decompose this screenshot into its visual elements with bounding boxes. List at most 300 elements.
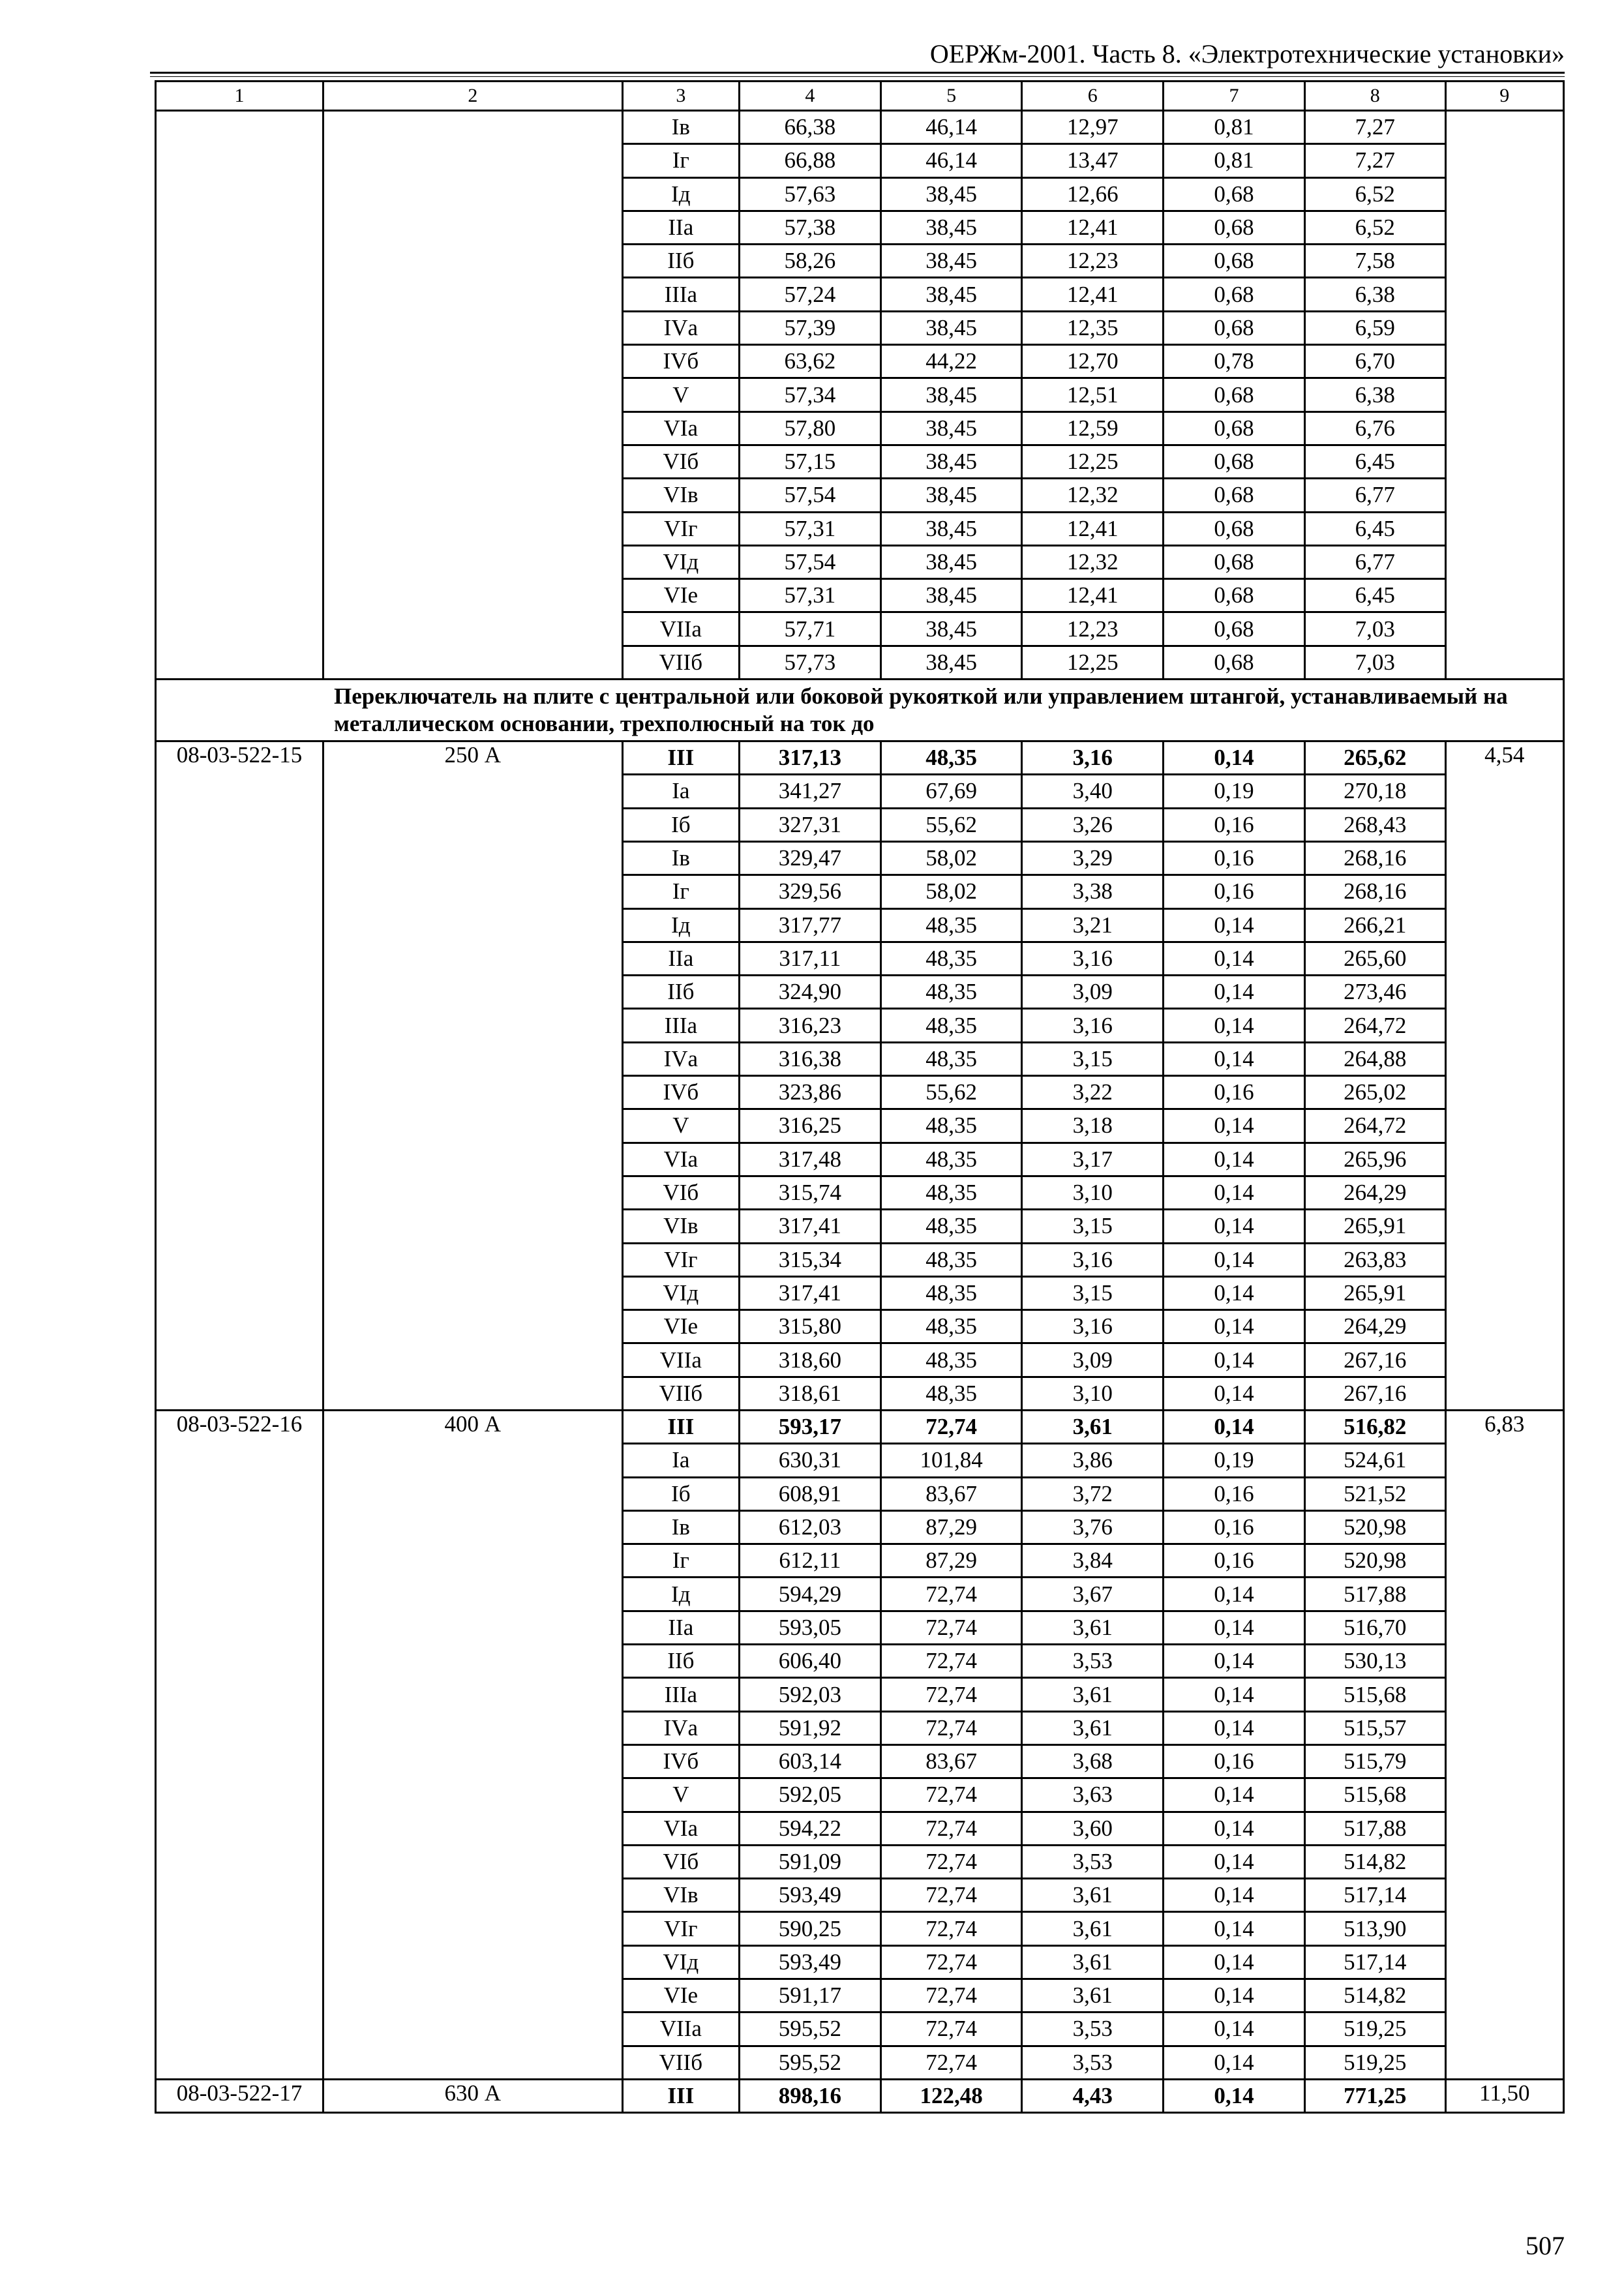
value-cell: 38,45 xyxy=(880,512,1022,545)
value-cell: 265,96 xyxy=(1304,1143,1445,1176)
value-cell: 12,41 xyxy=(1022,512,1164,545)
value-cell: 12,41 xyxy=(1022,278,1164,311)
value-cell: 72,74 xyxy=(880,1578,1022,1611)
value-cell: 72,74 xyxy=(880,1645,1022,1678)
value-cell: 0,19 xyxy=(1164,775,1305,808)
value-cell: 7,58 xyxy=(1304,245,1445,278)
value-cell: 0,14 xyxy=(1164,1578,1305,1611)
value-cell: 3,61 xyxy=(1022,1611,1164,1644)
value-cell: 57,54 xyxy=(740,479,881,512)
value-cell: 0,68 xyxy=(1164,278,1305,311)
col9-value: 6,83 xyxy=(1445,1410,1563,2079)
value-cell: 12,32 xyxy=(1022,545,1164,578)
value-cell: 0,14 xyxy=(1164,741,1305,775)
value-cell: 0,16 xyxy=(1164,1544,1305,1578)
variant-cell: VIб xyxy=(622,1845,739,1878)
variant-cell: VIв xyxy=(622,1210,739,1243)
value-cell: 0,78 xyxy=(1164,345,1305,378)
variant-cell: VIа xyxy=(622,1812,739,1845)
variant-cell: Iг xyxy=(622,144,739,177)
value-cell: 515,57 xyxy=(1304,1711,1445,1744)
value-cell: 58,26 xyxy=(740,245,881,278)
value-cell: 3,22 xyxy=(1022,1076,1164,1109)
value-cell: 57,54 xyxy=(740,545,881,578)
value-cell: 0,16 xyxy=(1164,875,1305,908)
value-cell: 38,45 xyxy=(880,177,1022,211)
value-cell: 606,40 xyxy=(740,1645,881,1678)
value-cell: 0,14 xyxy=(1164,1310,1305,1343)
value-cell: 0,14 xyxy=(1164,1678,1305,1711)
value-cell: 267,16 xyxy=(1304,1377,1445,1410)
value-cell: 48,35 xyxy=(880,1143,1022,1176)
value-cell: 591,17 xyxy=(740,1979,881,2012)
price-table xyxy=(155,80,1565,2114)
value-cell: 6,76 xyxy=(1304,411,1445,445)
value-cell: 58,02 xyxy=(880,841,1022,875)
value-cell: 38,45 xyxy=(880,579,1022,612)
value-cell: 67,69 xyxy=(880,775,1022,808)
value-cell: 316,25 xyxy=(740,1109,881,1143)
value-cell: 3,40 xyxy=(1022,775,1164,808)
section-heading-row xyxy=(156,680,1564,741)
value-cell: 72,74 xyxy=(880,1812,1022,1845)
value-cell: 38,45 xyxy=(880,378,1022,411)
value-cell: 7,03 xyxy=(1304,646,1445,679)
value-cell: 0,14 xyxy=(1164,1377,1305,1410)
value-cell: 264,29 xyxy=(1304,1176,1445,1209)
value-cell: 6,59 xyxy=(1304,311,1445,344)
value-cell: 318,60 xyxy=(740,1343,881,1377)
value-cell: 593,49 xyxy=(740,1879,881,1912)
value-cell: 38,45 xyxy=(880,479,1022,512)
page-number: 507 xyxy=(1526,2231,1565,2260)
value-cell: 516,70 xyxy=(1304,1611,1445,1644)
value-cell: 57,71 xyxy=(740,612,881,646)
value-cell: 317,77 xyxy=(740,908,881,942)
value-cell: 516,82 xyxy=(1304,1410,1445,1443)
value-cell: 48,35 xyxy=(880,1343,1022,1377)
value-cell: 594,22 xyxy=(740,1812,881,1845)
variant-cell: IIб xyxy=(622,1645,739,1678)
value-cell: 6,45 xyxy=(1304,445,1445,478)
value-cell: 0,68 xyxy=(1164,245,1305,278)
value-cell: 519,25 xyxy=(1304,2046,1445,2079)
value-cell: 264,29 xyxy=(1304,1310,1445,1343)
variant-cell: IIа xyxy=(622,211,739,244)
value-cell: 264,72 xyxy=(1304,1109,1445,1143)
current-cell xyxy=(323,111,623,680)
column-number: 9 xyxy=(1445,82,1563,111)
value-cell: 514,82 xyxy=(1304,1979,1445,2012)
value-cell: 0,14 xyxy=(1164,1812,1305,1845)
value-cell: 0,68 xyxy=(1164,311,1305,344)
column-number: 4 xyxy=(740,82,881,111)
value-cell: 3,68 xyxy=(1022,1744,1164,1778)
value-cell: 3,61 xyxy=(1022,1945,1164,1979)
variant-cell: Iб xyxy=(622,1477,739,1510)
value-cell: 3,63 xyxy=(1022,1778,1164,1812)
value-cell: 592,05 xyxy=(740,1778,881,1812)
variant-cell: VIд xyxy=(622,1945,739,1979)
value-cell: 0,16 xyxy=(1164,841,1305,875)
value-cell: 515,68 xyxy=(1304,1678,1445,1711)
value-cell: 3,61 xyxy=(1022,1979,1164,2012)
value-cell: 268,43 xyxy=(1304,808,1445,841)
value-cell: 55,62 xyxy=(880,1076,1022,1109)
variant-cell: VIг xyxy=(622,1243,739,1276)
value-cell: 630,31 xyxy=(740,1444,881,1477)
value-cell: 48,35 xyxy=(880,976,1022,1009)
column-number: 6 xyxy=(1022,82,1164,111)
value-cell: 38,45 xyxy=(880,211,1022,244)
value-cell: 3,16 xyxy=(1022,1243,1164,1276)
rated-current: 400 А xyxy=(323,1410,623,2079)
value-cell: 6,38 xyxy=(1304,378,1445,411)
value-cell: 12,23 xyxy=(1022,612,1164,646)
value-cell: 0,14 xyxy=(1164,1210,1305,1243)
variant-cell: IIIа xyxy=(622,278,739,311)
rated-current: 630 А xyxy=(323,2079,623,2112)
value-cell: 316,23 xyxy=(740,1009,881,1042)
value-cell: 0,14 xyxy=(1164,1042,1305,1075)
value-cell: 3,61 xyxy=(1022,1912,1164,1945)
value-cell: 122,48 xyxy=(880,2079,1022,2112)
variant-cell: IIIа xyxy=(622,1678,739,1711)
variant-cell: VIд xyxy=(622,1276,739,1309)
value-cell: 57,24 xyxy=(740,278,881,311)
value-cell: 6,70 xyxy=(1304,345,1445,378)
value-cell: 83,67 xyxy=(880,1477,1022,1510)
column-number: 1 xyxy=(156,82,323,111)
value-cell: 0,68 xyxy=(1164,512,1305,545)
column-number: 8 xyxy=(1304,82,1445,111)
value-cell: 266,21 xyxy=(1304,908,1445,942)
value-cell: 603,14 xyxy=(740,1744,881,1778)
value-cell: 3,16 xyxy=(1022,1310,1164,1343)
value-cell: 7,03 xyxy=(1304,612,1445,646)
variant-cell: VIIа xyxy=(622,2012,739,2046)
value-cell: 0,14 xyxy=(1164,1109,1305,1143)
variant-cell: VIа xyxy=(622,411,739,445)
value-cell: 268,16 xyxy=(1304,875,1445,908)
value-cell: 72,74 xyxy=(880,2046,1022,2079)
value-cell: 265,02 xyxy=(1304,1076,1445,1109)
value-cell: 3,26 xyxy=(1022,808,1164,841)
column-number-row xyxy=(156,82,1564,111)
value-cell: 12,59 xyxy=(1022,411,1164,445)
value-cell: 3,61 xyxy=(1022,1410,1164,1443)
value-cell: 48,35 xyxy=(880,1009,1022,1042)
col9-cell xyxy=(1445,111,1563,680)
value-cell: 57,39 xyxy=(740,311,881,344)
value-cell: 48,35 xyxy=(880,908,1022,942)
value-cell: 48,35 xyxy=(880,1243,1022,1276)
value-cell: 12,51 xyxy=(1022,378,1164,411)
value-cell: 315,74 xyxy=(740,1176,881,1209)
value-cell: 592,03 xyxy=(740,1678,881,1711)
item-code: 08-03-522-16 xyxy=(156,1410,323,2079)
value-cell: 72,74 xyxy=(880,1611,1022,1644)
value-cell: 0,14 xyxy=(1164,2079,1305,2112)
value-cell: 3,10 xyxy=(1022,1377,1164,1410)
variant-cell: IIб xyxy=(622,976,739,1009)
value-cell: 315,34 xyxy=(740,1243,881,1276)
value-cell: 329,56 xyxy=(740,875,881,908)
section-heading: Переключатель на плите с центральной или боковой рукояткой или управлением штангой, устанавливаемый на металлическом основании, трехполюсный на ток до xyxy=(156,680,1564,741)
page-header: ОЕРЖм-2001. Часть 8. «Электротехнические установки» xyxy=(929,39,1565,68)
variant-cell: IVа xyxy=(622,1711,739,1744)
value-cell: 591,09 xyxy=(740,1845,881,1878)
value-cell: 83,67 xyxy=(880,1744,1022,1778)
value-cell: 595,52 xyxy=(740,2012,881,2046)
value-cell: 3,09 xyxy=(1022,1343,1164,1377)
value-cell: 0,14 xyxy=(1164,1845,1305,1878)
value-cell: 57,38 xyxy=(740,211,881,244)
value-cell: 329,47 xyxy=(740,841,881,875)
value-cell: 63,62 xyxy=(740,345,881,378)
header-rule-thick xyxy=(150,72,1565,74)
value-cell: 3,10 xyxy=(1022,1176,1164,1209)
value-cell: 514,82 xyxy=(1304,1845,1445,1878)
value-cell: 72,74 xyxy=(880,1410,1022,1443)
value-cell: 55,62 xyxy=(880,808,1022,841)
variant-cell: IVб xyxy=(622,1076,739,1109)
variant-cell: Iг xyxy=(622,1544,739,1578)
variant-cell: Iб xyxy=(622,808,739,841)
value-cell: 3,15 xyxy=(1022,1276,1164,1309)
value-cell: 3,38 xyxy=(1022,875,1164,908)
value-cell: 530,13 xyxy=(1304,1645,1445,1678)
variant-cell: IVб xyxy=(622,345,739,378)
value-cell: 72,74 xyxy=(880,1945,1022,1979)
value-cell: 0,14 xyxy=(1164,976,1305,1009)
variant-cell: Iд xyxy=(622,1578,739,1611)
table-row xyxy=(156,111,1564,144)
table-row xyxy=(156,2079,1564,2112)
value-cell: 524,61 xyxy=(1304,1444,1445,1477)
value-cell: 48,35 xyxy=(880,1042,1022,1075)
value-cell: 341,27 xyxy=(740,775,881,808)
value-cell: 57,80 xyxy=(740,411,881,445)
value-cell: 48,35 xyxy=(880,1210,1022,1243)
value-cell: 0,14 xyxy=(1164,1410,1305,1443)
value-cell: 87,29 xyxy=(880,1510,1022,1544)
value-cell: 0,14 xyxy=(1164,1879,1305,1912)
value-cell: 315,80 xyxy=(740,1310,881,1343)
value-cell: 38,45 xyxy=(880,311,1022,344)
value-cell: 0,16 xyxy=(1164,1510,1305,1544)
variant-cell: IVб xyxy=(622,1744,739,1778)
value-cell: 317,13 xyxy=(740,741,881,775)
value-cell: 57,31 xyxy=(740,579,881,612)
table-row xyxy=(156,741,1564,775)
variant-cell: IIIа xyxy=(622,1009,739,1042)
variant-cell: V xyxy=(622,378,739,411)
value-cell: 0,14 xyxy=(1164,1611,1305,1644)
value-cell: 57,15 xyxy=(740,445,881,478)
value-cell: 12,97 xyxy=(1022,111,1164,144)
value-cell: 38,45 xyxy=(880,278,1022,311)
variant-cell: IVа xyxy=(622,1042,739,1075)
item-code: 08-03-522-15 xyxy=(156,741,323,1411)
value-cell: 264,72 xyxy=(1304,1009,1445,1042)
value-cell: 3,53 xyxy=(1022,2046,1164,2079)
value-cell: 3,29 xyxy=(1022,841,1164,875)
value-cell: 898,16 xyxy=(740,2079,881,2112)
variant-cell: VIд xyxy=(622,545,739,578)
value-cell: 0,68 xyxy=(1164,411,1305,445)
value-cell: 6,52 xyxy=(1304,211,1445,244)
value-cell: 12,23 xyxy=(1022,245,1164,278)
value-cell: 265,60 xyxy=(1304,942,1445,975)
table-body xyxy=(156,82,1564,2113)
value-cell: 3,61 xyxy=(1022,1678,1164,1711)
variant-cell: IIа xyxy=(622,942,739,975)
value-cell: 72,74 xyxy=(880,1879,1022,1912)
value-cell: 517,14 xyxy=(1304,1945,1445,1979)
value-cell: 12,35 xyxy=(1022,311,1164,344)
value-cell: 612,11 xyxy=(740,1544,881,1578)
value-cell: 317,41 xyxy=(740,1276,881,1309)
value-cell: 58,02 xyxy=(880,875,1022,908)
value-cell: 608,91 xyxy=(740,1477,881,1510)
value-cell: 517,88 xyxy=(1304,1812,1445,1845)
value-cell: 48,35 xyxy=(880,1310,1022,1343)
value-cell: 0,14 xyxy=(1164,1778,1305,1812)
value-cell: 591,92 xyxy=(740,1711,881,1744)
value-cell: 3,16 xyxy=(1022,942,1164,975)
value-cell: 0,16 xyxy=(1164,1477,1305,1510)
value-cell: 327,31 xyxy=(740,808,881,841)
value-cell: 3,15 xyxy=(1022,1210,1164,1243)
variant-cell: VIе xyxy=(622,1310,739,1343)
value-cell: 0,68 xyxy=(1164,646,1305,679)
variant-cell: Iа xyxy=(622,775,739,808)
value-cell: 323,86 xyxy=(740,1076,881,1109)
item-code: 08-03-522-17 xyxy=(156,2079,323,2112)
value-cell: 48,35 xyxy=(880,1377,1022,1410)
value-cell: 3,67 xyxy=(1022,1578,1164,1611)
variant-cell: VIе xyxy=(622,1979,739,2012)
value-cell: 72,74 xyxy=(880,1979,1022,2012)
value-cell: 4,43 xyxy=(1022,2079,1164,2112)
variant-cell: IVа xyxy=(622,311,739,344)
value-cell: 0,14 xyxy=(1164,2012,1305,2046)
column-number: 5 xyxy=(880,82,1022,111)
value-cell: 267,16 xyxy=(1304,1343,1445,1377)
value-cell: 517,14 xyxy=(1304,1879,1445,1912)
value-cell: 66,88 xyxy=(740,144,881,177)
value-cell: 46,14 xyxy=(880,111,1022,144)
value-cell: 48,35 xyxy=(880,1176,1022,1209)
value-cell: 0,68 xyxy=(1164,177,1305,211)
table-row xyxy=(156,1410,1564,1443)
value-cell: 38,45 xyxy=(880,445,1022,478)
variant-cell: VIг xyxy=(622,1912,739,1945)
variant-cell: Iг xyxy=(622,875,739,908)
value-cell: 3,53 xyxy=(1022,2012,1164,2046)
value-cell: 265,91 xyxy=(1304,1210,1445,1243)
value-cell: 6,45 xyxy=(1304,579,1445,612)
value-cell: 593,17 xyxy=(740,1410,881,1443)
value-cell: 3,84 xyxy=(1022,1544,1164,1578)
variant-cell: III xyxy=(622,741,739,775)
value-cell: 57,73 xyxy=(740,646,881,679)
value-cell: 0,14 xyxy=(1164,1143,1305,1176)
variant-cell: IIб xyxy=(622,245,739,278)
variant-cell: VIIа xyxy=(622,1343,739,1377)
value-cell: 38,45 xyxy=(880,245,1022,278)
value-cell: 0,16 xyxy=(1164,1076,1305,1109)
value-cell: 0,81 xyxy=(1164,111,1305,144)
value-cell: 594,29 xyxy=(740,1578,881,1611)
value-cell: 72,74 xyxy=(880,1845,1022,1878)
value-cell: 3,60 xyxy=(1022,1812,1164,1845)
value-cell: 0,14 xyxy=(1164,1945,1305,1979)
value-cell: 0,81 xyxy=(1164,144,1305,177)
value-cell: 0,68 xyxy=(1164,545,1305,578)
value-cell: 0,16 xyxy=(1164,808,1305,841)
value-cell: 72,74 xyxy=(880,2012,1022,2046)
variant-cell: V xyxy=(622,1778,739,1812)
variant-cell: VIг xyxy=(622,512,739,545)
variant-cell: III xyxy=(622,1410,739,1443)
value-cell: 520,98 xyxy=(1304,1510,1445,1544)
value-cell: 3,21 xyxy=(1022,908,1164,942)
value-cell: 72,74 xyxy=(880,1678,1022,1711)
variant-cell: VIб xyxy=(622,1176,739,1209)
value-cell: 48,35 xyxy=(880,741,1022,775)
value-cell: 3,18 xyxy=(1022,1109,1164,1143)
value-cell: 0,14 xyxy=(1164,1243,1305,1276)
value-cell: 7,27 xyxy=(1304,144,1445,177)
value-cell: 3,09 xyxy=(1022,976,1164,1009)
value-cell: 38,45 xyxy=(880,545,1022,578)
value-cell: 515,79 xyxy=(1304,1744,1445,1778)
value-cell: 72,74 xyxy=(880,1778,1022,1812)
value-cell: 87,29 xyxy=(880,1544,1022,1578)
value-cell: 268,16 xyxy=(1304,841,1445,875)
value-cell: 7,27 xyxy=(1304,111,1445,144)
value-cell: 593,05 xyxy=(740,1611,881,1644)
variant-cell: VIб xyxy=(622,445,739,478)
value-cell: 48,35 xyxy=(880,1109,1022,1143)
variant-cell: Iд xyxy=(622,908,739,942)
variant-cell: VIв xyxy=(622,1879,739,1912)
variant-cell: Iд xyxy=(622,177,739,211)
value-cell: 48,35 xyxy=(880,1276,1022,1309)
value-cell: 0,14 xyxy=(1164,1912,1305,1945)
value-cell: 6,52 xyxy=(1304,177,1445,211)
header-rule-thin xyxy=(150,76,1565,77)
value-cell: 0,16 xyxy=(1164,1744,1305,1778)
variant-cell: VIIб xyxy=(622,1377,739,1410)
value-cell: 3,16 xyxy=(1022,1009,1164,1042)
value-cell: 57,34 xyxy=(740,378,881,411)
value-cell: 3,15 xyxy=(1022,1042,1164,1075)
value-cell: 317,41 xyxy=(740,1210,881,1243)
variant-cell: Iв xyxy=(622,1510,739,1544)
value-cell: 6,77 xyxy=(1304,479,1445,512)
value-cell: 317,48 xyxy=(740,1143,881,1176)
col9-value: 4,54 xyxy=(1445,741,1563,1411)
value-cell: 0,14 xyxy=(1164,1645,1305,1678)
value-cell: 520,98 xyxy=(1304,1544,1445,1578)
value-cell: 265,91 xyxy=(1304,1276,1445,1309)
value-cell: 46,14 xyxy=(880,144,1022,177)
value-cell: 3,53 xyxy=(1022,1845,1164,1878)
value-cell: 273,46 xyxy=(1304,976,1445,1009)
